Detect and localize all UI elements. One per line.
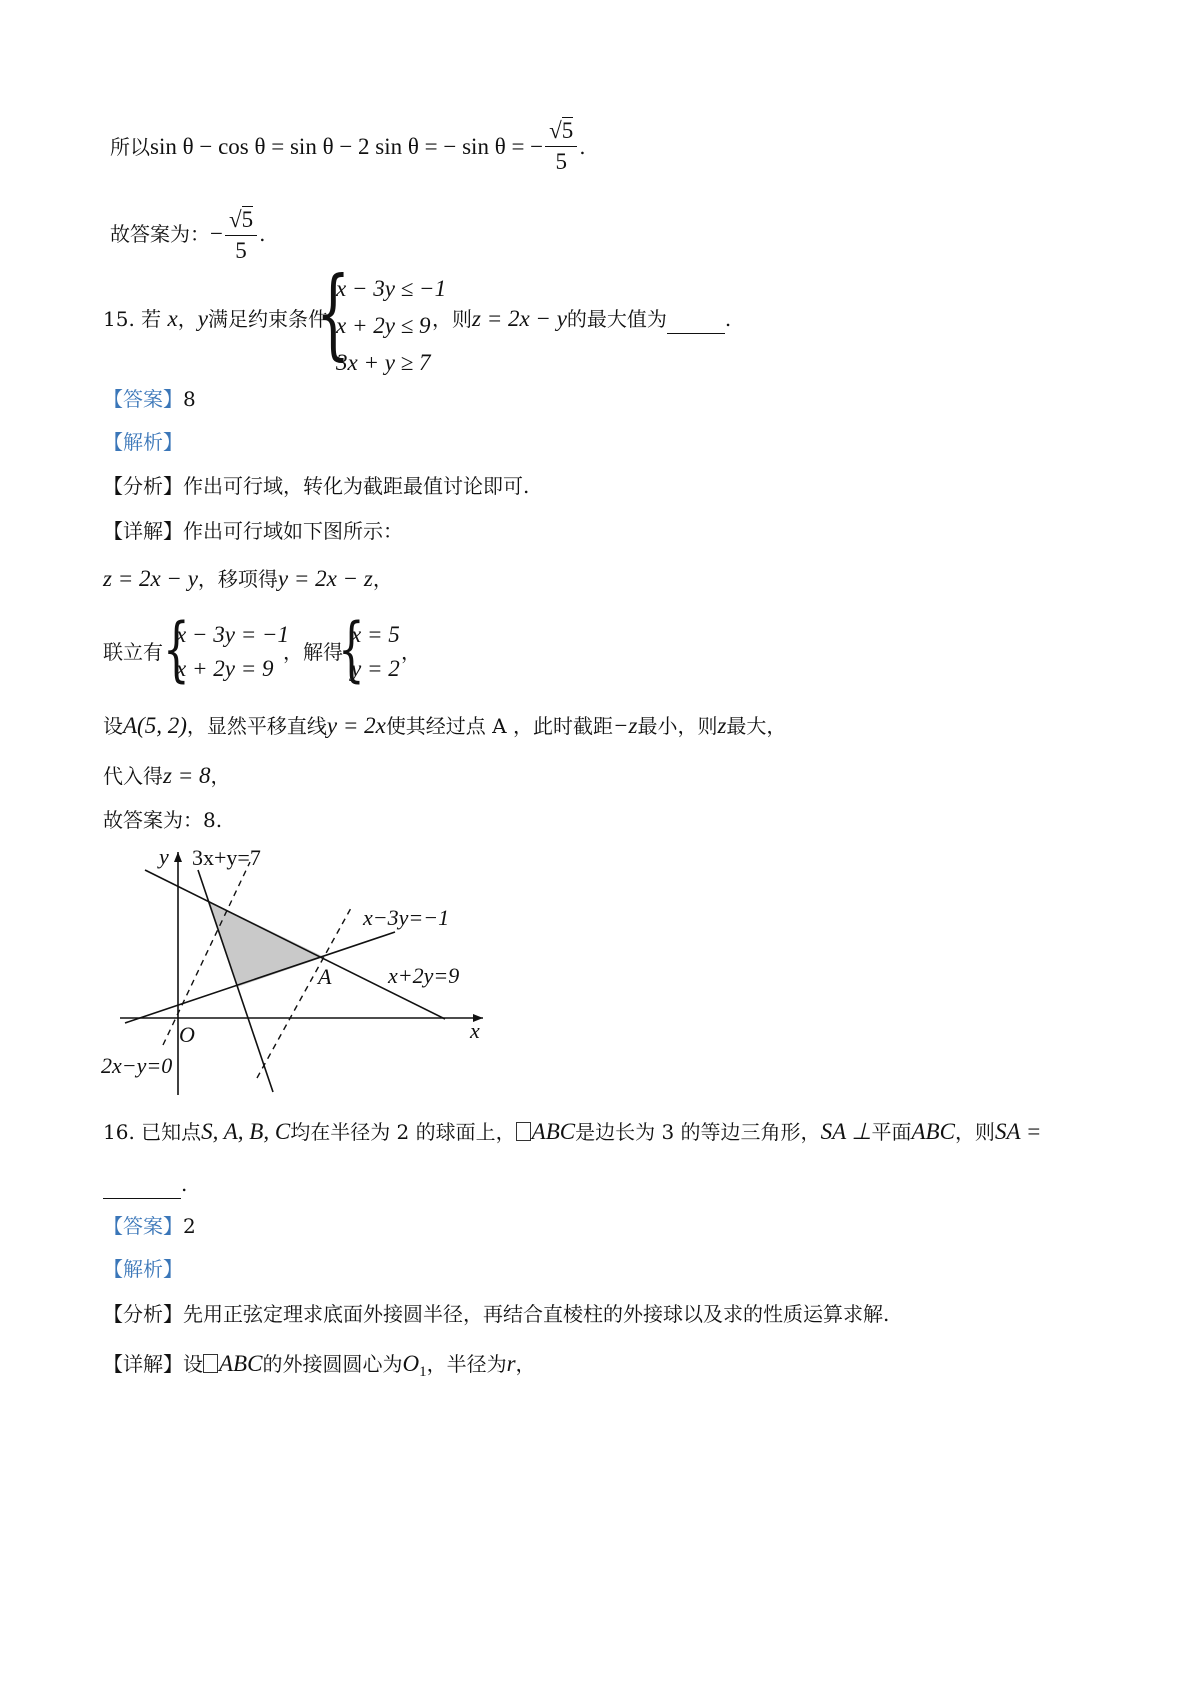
step5-answer: 故答案为：8. [103, 808, 223, 832]
label-x: x [470, 1018, 480, 1043]
fenxi-text: 先用正弦定理求底面外接圆半径，再结合直棱柱的外接球以及求的性质运算求解. [183, 1302, 890, 1326]
q15-stem [103, 305, 328, 333]
xiangjie-end: ， [515, 1352, 536, 1376]
solution-system [351, 618, 400, 686]
triangle-ABC: ABC [531, 1119, 576, 1144]
answer-blank [103, 1170, 181, 1199]
step3-mid2: 使其经过点 A ，此时截距 [385, 714, 613, 738]
q15-step2-mid [283, 638, 343, 666]
answer-value: 8 [183, 387, 196, 411]
brace-constraints: { [316, 257, 351, 371]
points-SABC: S, A, B, C [201, 1119, 291, 1144]
xiangjie-label: 【详解】 [103, 1352, 183, 1376]
step1-end: ， [372, 567, 393, 591]
q16-fenxi [103, 1300, 889, 1328]
q16-analysis-heading [103, 1255, 183, 1283]
step3-end: 最大， [726, 714, 787, 738]
step1-expr: z = 2x − y [103, 566, 198, 591]
minus-sign: − [210, 221, 223, 246]
q15-step5 [103, 806, 222, 834]
q16-blank-line [103, 1170, 187, 1199]
q15-xiangjie [103, 517, 403, 545]
constraint-3: 3x + y ≥ 7 [336, 350, 431, 375]
label-x-minus-3y: x−3y=−1 [363, 905, 450, 930]
step2-mid: ，解得 [283, 640, 343, 664]
line-x-plus-2y-9 [145, 870, 445, 1019]
q15-analysis-heading [103, 428, 183, 456]
solution-x: x = 5 [351, 622, 400, 647]
step2-end: ， [401, 640, 421, 664]
period: . [724, 307, 732, 331]
question-number: 15. [103, 307, 135, 331]
q15-answer [103, 385, 196, 413]
answer-prefix: 故答案为： [110, 222, 210, 246]
q16-text3: 平面 [871, 1120, 912, 1144]
label-3x-plus-y-7: 3x+y=7 [192, 845, 261, 870]
objective-function: z = 2x − y [472, 306, 567, 331]
derivation-line-1 [110, 118, 586, 179]
q15-step4 [103, 762, 230, 790]
question-number: 16. [103, 1120, 135, 1144]
line-y-2x: y = 2x [326, 713, 386, 738]
fenxi-text: 作出可行域，转化为截距最值讨论即可. [183, 474, 530, 498]
label-2x-minus-y: 2x−y=0 [101, 1053, 173, 1078]
answer-label: 【答案】 [103, 387, 183, 411]
radius-r: r [506, 1351, 516, 1376]
constraint-system [336, 270, 446, 381]
label-y: y [159, 844, 169, 869]
answer-value: 2 [183, 1214, 196, 1238]
answer-line-top [110, 205, 265, 266]
step4-prefix: 代入得 [103, 764, 163, 788]
frac-numerator: 5 [561, 118, 574, 143]
subscript-1: 1 [419, 1364, 427, 1380]
frac-numerator: 5 [241, 207, 254, 232]
brace-system: { [163, 608, 190, 690]
solution-y: y = 2 [351, 656, 400, 681]
fraction-sqrt5-over-5-answer: $\frac{√5}{5}$ [225, 205, 257, 266]
period: . [259, 222, 266, 246]
q16-text2: 是边长为 3 的等边三角形， [575, 1120, 821, 1144]
triangle-glyph-placeholder [203, 1354, 218, 1373]
step1-expr2: y = 2x − z [277, 566, 373, 591]
q15-intro: 若 [141, 307, 162, 331]
q16-intro: 已知点 [141, 1120, 202, 1144]
q16-answer [103, 1212, 196, 1240]
step3-mid: ，显然平移直线 [186, 714, 327, 738]
q15-step2-prefix [103, 638, 163, 666]
q15-tail: ，则 [432, 307, 472, 331]
var-y: y [197, 306, 208, 331]
q16-text4: ，则 [954, 1120, 995, 1144]
neg-z: −z [612, 713, 638, 738]
SA-perp: SA ⊥ [820, 1119, 872, 1144]
label-A: A [318, 964, 332, 989]
q16-xiangjie [103, 1350, 536, 1386]
period: . [579, 135, 586, 159]
triangle-glyph-placeholder [516, 1122, 531, 1141]
step3-mid3: 最小，则 [637, 714, 718, 738]
q15-tail2: 的最大值为 [566, 307, 667, 331]
line-3x-plus-y-7 [198, 870, 273, 1092]
answer-label: 【答案】 [103, 1214, 183, 1238]
feasible-region-shading [207, 900, 324, 987]
q15-intro2: 满足约束条件 [207, 307, 328, 331]
q16-text1: 均在半径为 2 的球面上， [290, 1120, 516, 1144]
label-O: O [179, 1022, 195, 1047]
analysis-label: 【解析】 [103, 430, 183, 454]
fenxi-label: 【分析】 [103, 1302, 183, 1326]
analysis-label: 【解析】 [103, 1257, 183, 1281]
plane-ABC: ABC [911, 1119, 955, 1144]
trig-expression: sin θ − cos θ = sin θ − 2 sin θ = − sin θ = − [150, 134, 544, 159]
q15-fenxi [103, 472, 529, 500]
answer-blank [667, 305, 725, 334]
period: . [181, 1172, 188, 1196]
step1-mid: ，移项得 [197, 567, 278, 591]
step2-prefix: 联立有 [103, 640, 163, 664]
constraint-1: x − 3y ≤ −1 [336, 276, 447, 301]
q15-step3 [103, 712, 786, 740]
system-eq-1: x − 3y = −1 [176, 622, 289, 647]
xiangjie-label: 【详解】 [103, 519, 183, 543]
xiangjie-text2: 的外接圆圆心为 [262, 1352, 403, 1376]
triangle-ABC: ABC [219, 1351, 263, 1376]
label-x-plus-2y: x+2y=9 [388, 963, 460, 988]
point-A: A(5, 2) [123, 713, 187, 738]
q15-step2-end [401, 638, 421, 666]
fraction-sqrt5-over-5: $\frac{√5}{5}$ [545, 116, 577, 177]
xiangjie-text: 作出可行域如下图所示： [183, 519, 403, 543]
brace-solution: { [338, 608, 365, 690]
y-axis-arrow [174, 852, 182, 862]
step4-expr: z = 8 [163, 763, 211, 788]
center-O: O [402, 1351, 420, 1376]
frac-denominator: 5 [235, 238, 247, 263]
step4-end: ， [210, 764, 231, 788]
step3-prefix: 设 [103, 714, 123, 738]
text-suoyi: 所以 [110, 135, 150, 159]
q16-stem [103, 1118, 1041, 1146]
xiangjie-text1: 设 [183, 1352, 203, 1376]
var-x: x [167, 306, 178, 331]
xiangjie-text3: ，半径为 [426, 1352, 507, 1376]
var-z: z [717, 713, 727, 738]
fenxi-label: 【分析】 [103, 474, 183, 498]
feasible-region-figure [95, 840, 515, 1100]
system-eq-2: x + 2y = 9 [176, 656, 274, 681]
q15-stem-tail [432, 305, 731, 334]
SA-equals: SA = [994, 1119, 1042, 1144]
q15-step1 [103, 565, 393, 593]
constraint-2: x + 2y ≤ 9 [336, 313, 431, 338]
frac-denominator: 5 [555, 149, 567, 174]
comma: ， [177, 307, 198, 331]
linear-system [176, 618, 289, 686]
